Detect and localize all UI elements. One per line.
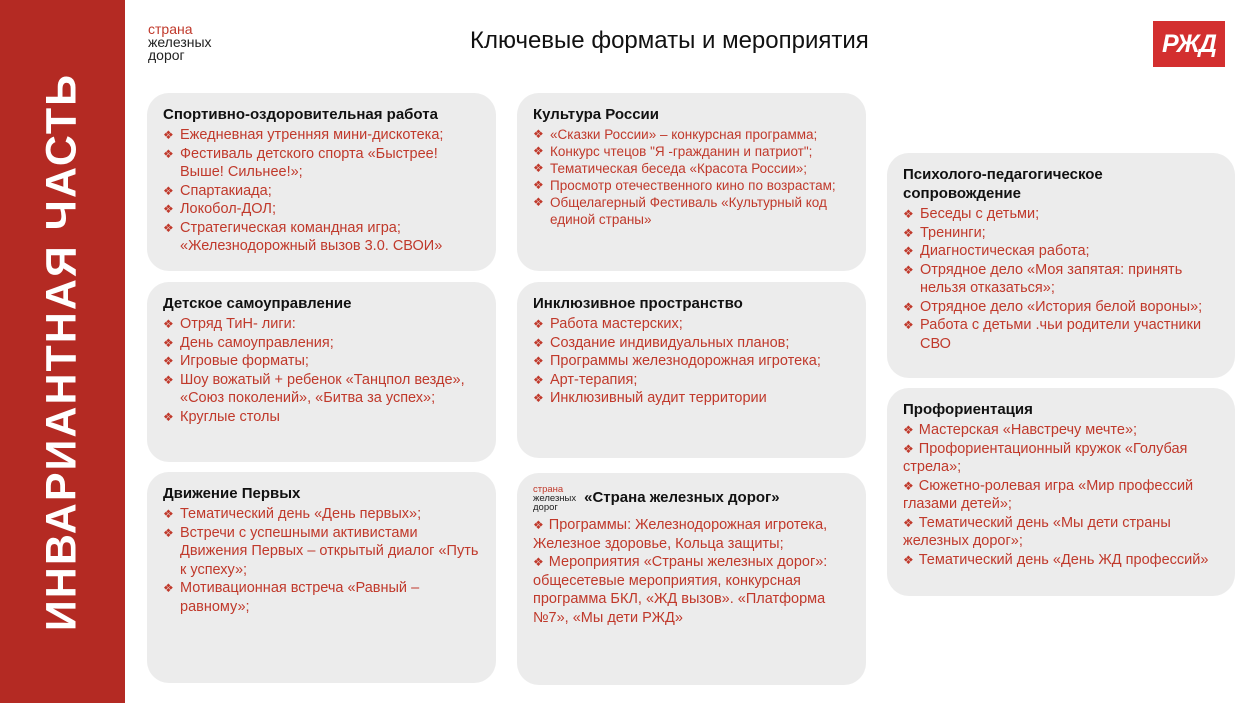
page-title: Ключевые форматы и мероприятия	[470, 27, 869, 54]
card-title: Детское самоуправление	[163, 295, 352, 312]
brand-line-3: дорог	[148, 47, 185, 63]
list-item: ❖ Создание индивидуальных планов;	[533, 334, 852, 353]
card-title: Инклюзивное пространство	[533, 295, 743, 312]
card-title: «Страна железных дорог»	[584, 489, 780, 506]
card-culture	[517, 93, 866, 271]
list-item: ❖ Профориентационный кружок «Голубая стрела»;	[903, 440, 1221, 477]
list-item: ❖ Программы железнодорожная игротека;	[533, 352, 852, 371]
list-item: ❖ «Сказки России» – конкурсная программа;	[533, 126, 852, 143]
rzd-logo: РЖД	[1153, 21, 1225, 67]
sidebar-label: ИНВАРИАНТНАЯ ЧАСТЬ	[37, 72, 86, 632]
list-item: ❖ Тематический день «День первых»;	[163, 505, 482, 524]
brand-logo	[148, 23, 212, 62]
list-item: ❖ Отрядное дело «Моя запятая: принять нельзя отказаться»;	[903, 261, 1221, 298]
card-selfgov	[147, 282, 496, 462]
list-item: ❖ Отрядное дело «История белой вороны»;	[903, 298, 1221, 317]
list-item: ❖ Беседы с детьми;	[903, 205, 1221, 224]
list-item: ❖ День самоуправления;	[163, 334, 482, 353]
card-psych	[887, 153, 1235, 378]
card-strana	[517, 473, 866, 685]
list-item: ❖ Локобол-ДОЛ;	[163, 200, 482, 219]
list-item: ❖ Программы: Железнодорожная игротека, Железное здоровье, Кольца защиты;	[533, 516, 852, 553]
list-item: ❖ Мотивационная встреча «Равный – равному»;	[163, 579, 482, 616]
list-item: ❖ Конкурс чтецов "Я -гражданин и патриот";	[533, 143, 852, 160]
list-item: ❖ Тренинги;	[903, 224, 1221, 243]
list-item: ❖ Тематический день «Мы дети страны железных дорог»;	[903, 514, 1221, 551]
sidebar	[0, 0, 125, 703]
card-title: Психолого-педагогическое сопровождение	[903, 166, 1103, 202]
list-item: ❖ Общелагерный Фестиваль «Культурный код единой страны»	[533, 194, 852, 228]
card-title: Движение Первых	[163, 485, 301, 502]
list-item: ❖ Фестиваль детского спорта «Быстрее! Выше! Сильнее!»;	[163, 145, 482, 182]
brand-line-1: страна	[148, 21, 193, 37]
list-item: ❖ Ежедневная утренняя мини-дискотека;	[163, 126, 482, 145]
list-item: ❖ Мероприятия «Страны железных дорог»: общесетевые мероприятия, конкурсная программа БКЛ, «ЖД вызов». «Платформа №7», «Мы дети РЖД»	[533, 553, 852, 627]
strana-logo-line-1: страна	[533, 484, 564, 495]
list-item: ❖ Мастерская «Навстречу мечте»;	[903, 421, 1221, 440]
card-title: Профориентация	[903, 401, 1033, 418]
list-item: ❖ Отряд ТиН- лиги:	[163, 315, 482, 334]
list-item: ❖ Работа с детьми .чьи родители участники СВО	[903, 316, 1221, 353]
card-career	[887, 388, 1235, 596]
list-item: ❖ Сюжетно-ролевая игра «Мир профессий глазами детей»;	[903, 477, 1221, 514]
list-item: ❖ Работа мастерских;	[533, 315, 852, 334]
strana-logo-line-2: железных	[533, 493, 577, 504]
card-sport	[147, 93, 496, 271]
list-item: ❖ Круглые столы	[163, 408, 482, 427]
list-item: ❖ Спартакиада;	[163, 182, 482, 201]
list-item: ❖ Просмотр отечественного кино по возрастам;	[533, 177, 852, 194]
strana-mini-logo	[533, 485, 576, 512]
list-item: ❖ Стратегическая командная игра; «Железнодорожный вызов 3.0. СВОИ»	[163, 219, 482, 256]
card-title: Культура России	[533, 106, 659, 123]
list-item: ❖ Инклюзивный аудит территории	[533, 389, 852, 408]
list-item: ❖ Игровые форматы;	[163, 352, 482, 371]
list-item: ❖ Диагностическая работа;	[903, 242, 1221, 261]
card-movement	[147, 472, 496, 683]
list-item: ❖ Тематический день «День ЖД профессий»	[903, 551, 1221, 570]
list-item: ❖ Встречи с успешными активистами Движения Первых – открытый диалог «Путь к успеху»;	[163, 524, 482, 580]
brand-line-2: железных	[148, 34, 212, 50]
card-inclusive	[517, 282, 866, 458]
list-item: ❖ Тематическая беседа «Красота России»;	[533, 160, 852, 177]
card-title: Спортивно-оздоровительная работа	[163, 106, 438, 123]
list-item: ❖ Арт-терапия;	[533, 371, 852, 390]
list-item: ❖ Шоу вожатый + ребенок «Танцпол везде», «Союз поколений», «Битва за успех»;	[163, 371, 482, 408]
strana-logo-line-3: дорог	[533, 502, 558, 513]
